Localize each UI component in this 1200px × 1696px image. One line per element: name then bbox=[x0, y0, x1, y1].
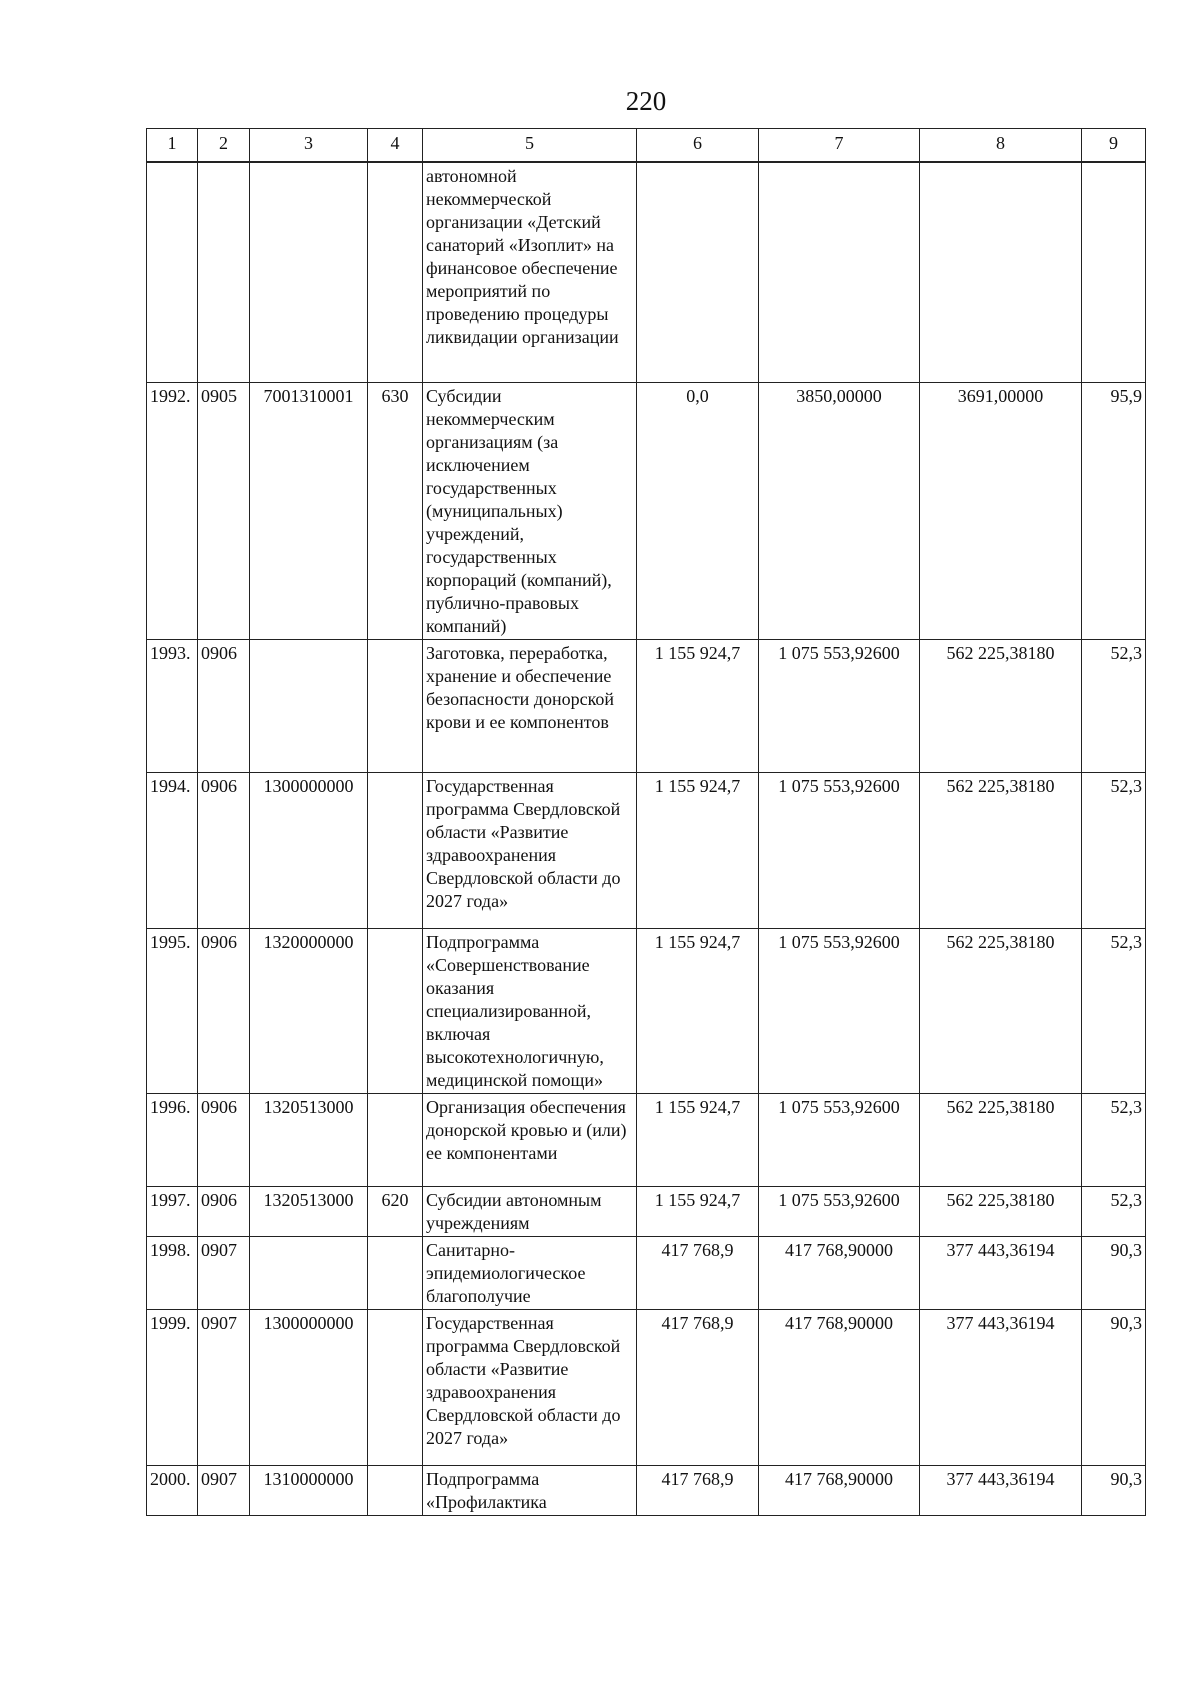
table-row bbox=[147, 162, 1146, 382]
expense-type bbox=[368, 772, 423, 928]
column-header-8: 8 bbox=[920, 129, 1082, 163]
item-name: Подпрограмма «Профилактика bbox=[423, 1465, 637, 1515]
target-code: 1320513000 bbox=[250, 1093, 368, 1186]
target-code: 1300000000 bbox=[250, 772, 368, 928]
table-row bbox=[147, 928, 1146, 1093]
amount-col8 bbox=[920, 162, 1082, 382]
target-code bbox=[250, 162, 368, 382]
percent-col9: 52,3 bbox=[1082, 928, 1146, 1093]
amount-col8: 562 225,38180 bbox=[920, 772, 1082, 928]
table-row bbox=[147, 1186, 1146, 1236]
amount-col6: 1 155 924,7 bbox=[637, 1093, 759, 1186]
amount-col6: 1 155 924,7 bbox=[637, 928, 759, 1093]
row-number: 1992. bbox=[147, 382, 198, 639]
table-row bbox=[147, 1093, 1146, 1186]
column-header-2: 2 bbox=[198, 129, 250, 163]
expense-type bbox=[368, 1465, 423, 1515]
expense-type bbox=[368, 162, 423, 382]
expense-type bbox=[368, 1236, 423, 1309]
section-code: 0907 bbox=[198, 1465, 250, 1515]
column-header-7: 7 bbox=[759, 129, 920, 163]
amount-col8: 562 225,38180 bbox=[920, 928, 1082, 1093]
amount-col7: 417 768,90000 bbox=[759, 1236, 920, 1309]
amount-col6: 1 155 924,7 bbox=[637, 639, 759, 772]
budget-table bbox=[146, 128, 1146, 1516]
expense-type bbox=[368, 1093, 423, 1186]
row-number: 1998. bbox=[147, 1236, 198, 1309]
item-name: автономной некоммерческой организации «Детский санаторий «Изоплит» на финансовое обеспечение мероприятий по проведению процедуры ликвидации организации bbox=[423, 162, 637, 382]
table-body bbox=[147, 162, 1146, 1515]
target-code: 1320000000 bbox=[250, 928, 368, 1093]
percent-col9: 90,3 bbox=[1082, 1465, 1146, 1515]
amount-col8: 377 443,36194 bbox=[920, 1309, 1082, 1465]
amount-col8: 562 225,38180 bbox=[920, 639, 1082, 772]
row-number: 1994. bbox=[147, 772, 198, 928]
section-code: 0906 bbox=[198, 1093, 250, 1186]
target-code: 1320513000 bbox=[250, 1186, 368, 1236]
amount-col6: 1 155 924,7 bbox=[637, 772, 759, 928]
header-row bbox=[147, 129, 1146, 163]
table-row bbox=[147, 1465, 1146, 1515]
amount-col7: 1 075 553,92600 bbox=[759, 1093, 920, 1186]
column-header-3: 3 bbox=[250, 129, 368, 163]
item-name: Субсидии некоммерческим организациям (за исключением государственных (муниципальных) учреждений, государственных корпораций (компаний), публично-правовых компаний) bbox=[423, 382, 637, 639]
target-code bbox=[250, 639, 368, 772]
table-row bbox=[147, 1236, 1146, 1309]
percent-col9: 90,3 bbox=[1082, 1309, 1146, 1465]
percent-col9: 90,3 bbox=[1082, 1236, 1146, 1309]
item-name: Государственная программа Свердловской области «Развитие здравоохранения Свердловской области до 2027 года» bbox=[423, 772, 637, 928]
column-header-6: 6 bbox=[637, 129, 759, 163]
amount-col7: 1 075 553,92600 bbox=[759, 772, 920, 928]
section-code: 0905 bbox=[198, 382, 250, 639]
percent-col9: 52,3 bbox=[1082, 639, 1146, 772]
item-name: Государственная программа Свердловской области «Развитие здравоохранения Свердловской области до 2027 года» bbox=[423, 1309, 637, 1465]
row-number: 2000. bbox=[147, 1465, 198, 1515]
expense-type bbox=[368, 639, 423, 772]
row-number bbox=[147, 162, 198, 382]
amount-col7 bbox=[759, 162, 920, 382]
table-row bbox=[147, 382, 1146, 639]
section-code: 0906 bbox=[198, 928, 250, 1093]
row-number: 1997. bbox=[147, 1186, 198, 1236]
expense-type: 620 bbox=[368, 1186, 423, 1236]
amount-col8: 3691,00000 bbox=[920, 382, 1082, 639]
amount-col6: 417 768,9 bbox=[637, 1465, 759, 1515]
row-number: 1993. bbox=[147, 639, 198, 772]
percent-col9: 52,3 bbox=[1082, 1093, 1146, 1186]
section-code: 0907 bbox=[198, 1309, 250, 1465]
section-code: 0907 bbox=[198, 1236, 250, 1309]
target-code: 1310000000 bbox=[250, 1465, 368, 1515]
section-code: 0906 bbox=[198, 639, 250, 772]
amount-col7: 417 768,90000 bbox=[759, 1465, 920, 1515]
percent-col9: 52,3 bbox=[1082, 1186, 1146, 1236]
row-number: 1996. bbox=[147, 1093, 198, 1186]
table-row bbox=[147, 1309, 1146, 1465]
amount-col6: 417 768,9 bbox=[637, 1309, 759, 1465]
amount-col8: 377 443,36194 bbox=[920, 1236, 1082, 1309]
amount-col6: 0,0 bbox=[637, 382, 759, 639]
target-code bbox=[250, 1236, 368, 1309]
column-header-5: 5 bbox=[423, 129, 637, 163]
item-name: Санитарно-эпидемиологическое благополучие bbox=[423, 1236, 637, 1309]
column-header-1: 1 bbox=[147, 129, 198, 163]
amount-col8: 562 225,38180 bbox=[920, 1093, 1082, 1186]
target-code: 1300000000 bbox=[250, 1309, 368, 1465]
percent-col9: 52,3 bbox=[1082, 772, 1146, 928]
amount-col7: 1 075 553,92600 bbox=[759, 639, 920, 772]
row-number: 1995. bbox=[147, 928, 198, 1093]
amount-col8: 377 443,36194 bbox=[920, 1465, 1082, 1515]
section-code: 0906 bbox=[198, 1186, 250, 1236]
row-number: 1999. bbox=[147, 1309, 198, 1465]
table-row bbox=[147, 639, 1146, 772]
item-name: Подпрограмма «Совершенствование оказания специализированной, включая высокотехнологичную, медицинской помощи» bbox=[423, 928, 637, 1093]
target-code: 7001310001 bbox=[250, 382, 368, 639]
amount-col8: 562 225,38180 bbox=[920, 1186, 1082, 1236]
amount-col6 bbox=[637, 162, 759, 382]
amount-col7: 417 768,90000 bbox=[759, 1309, 920, 1465]
table-row bbox=[147, 772, 1146, 928]
expense-type: 630 bbox=[368, 382, 423, 639]
amount-col7: 3850,00000 bbox=[759, 382, 920, 639]
amount-col7: 1 075 553,92600 bbox=[759, 928, 920, 1093]
section-code bbox=[198, 162, 250, 382]
amount-col6: 417 768,9 bbox=[637, 1236, 759, 1309]
item-name: Организация обеспечения донорской кровью и (или) ее компонентами bbox=[423, 1093, 637, 1186]
amount-col7: 1 075 553,92600 bbox=[759, 1186, 920, 1236]
expense-type bbox=[368, 1309, 423, 1465]
column-header-4: 4 bbox=[368, 129, 423, 163]
percent-col9 bbox=[1082, 162, 1146, 382]
item-name: Заготовка, переработка, хранение и обеспечение безопасности донорской крови и ее компонентов bbox=[423, 639, 637, 772]
expense-type bbox=[368, 928, 423, 1093]
section-code: 0906 bbox=[198, 772, 250, 928]
column-header-9: 9 bbox=[1082, 129, 1146, 163]
item-name: Субсидии автономным учреждениям bbox=[423, 1186, 637, 1236]
page-number: 220 bbox=[625, 86, 667, 116]
amount-col6: 1 155 924,7 bbox=[637, 1186, 759, 1236]
percent-col9: 95,9 bbox=[1082, 382, 1146, 639]
